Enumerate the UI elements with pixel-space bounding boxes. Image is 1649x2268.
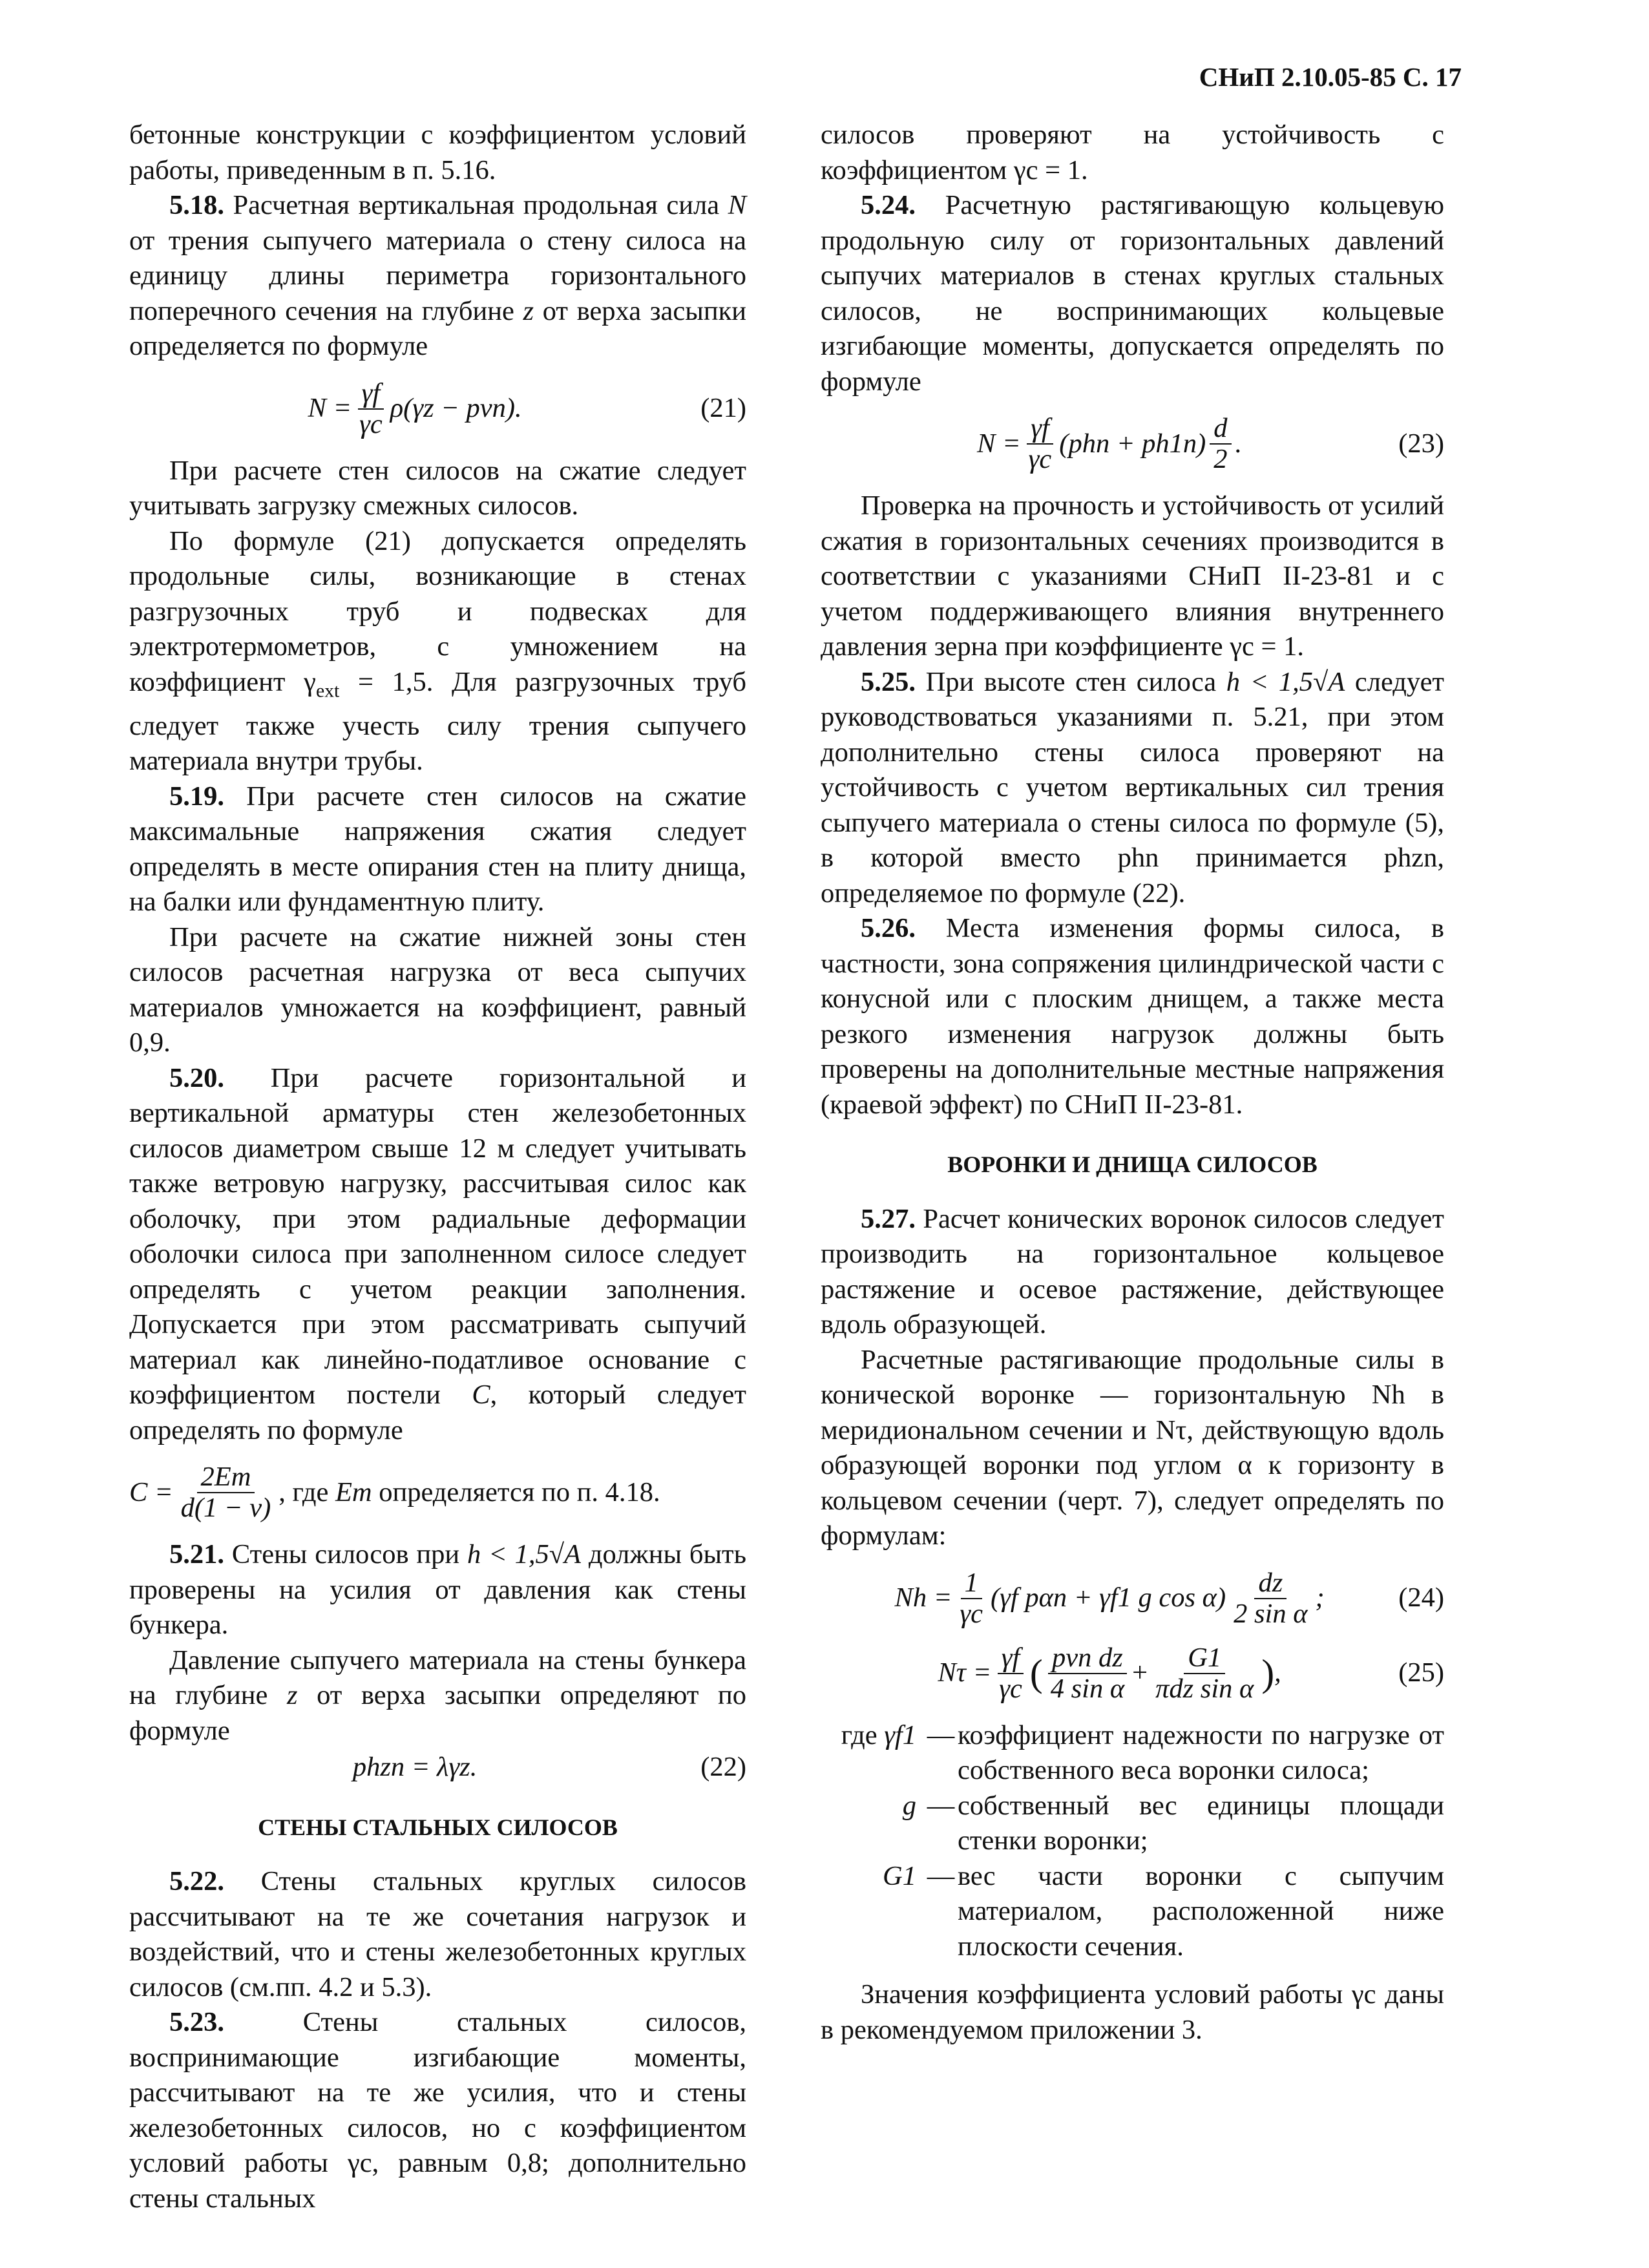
section-number: 5.21. [169,1539,224,1570]
paragraph: силосов проверяют на устойчивость с коэффициентом γc = 1. [821,120,1444,185]
section-number: 5.26. [861,913,916,943]
formula-c: C = $\frac{2Em}{d(1 - \nu)}$ , где Em определяется по п. 4.18. [129,1462,660,1523]
formula-23: N = $\frac{\gamma f}{\gamma c}$ (phn + ph1n) $\frac{d}{2}$ . (23) [977,413,1444,474]
section-5-19: 5.19. При расчете стен силосов на сжатие максимальные напряжения сжатия следует определять в месте опирания стен на плиту днища, на балки или фундаментную плиту. [129,781,746,917]
formula-24: Nh = $\frac{1}{\gamma c}$ (γf pαn + γf1 g cos α) $\frac{dz}{\text{2 sin α}}$ ; (24) [894,1567,1444,1629]
fraction: $\frac{\gamma f}{\gamma c}$ [1025,414,1056,474]
formula-number: (25) [1398,1657,1444,1688]
paragraph: Проверка на прочность и устойчивость от усилий сжатия в горизонтальных сечениях производится в соответствии с указаниями СНиП II-23-81 и с учетом поддерживающего влияния внутреннего давления зерна при коэффициенте γc = 1. [821,490,1444,662]
section-number: 5.19. [169,781,224,812]
fraction: $\frac{1}{\gamma c}$ [960,1567,983,1629]
section-5-21: 5.21. Стены силосов при h < 1,5√A должны быть проверены на усилия от давления как стены бункера. [129,1539,746,1640]
formula-number: (24) [1398,1582,1444,1613]
section-number: 5.27. [861,1203,916,1234]
fraction: $\frac{2Em}{d(1 - \nu)}$ [180,1462,271,1523]
fraction: $\frac{\gamma f}{\gamma c}$ [355,379,386,439]
legend-description: коэффициент надежности по нагрузке от собственного веса воронки силоса; [958,1719,1444,1785]
section-number: 5.18. [169,190,224,220]
legend-symbol: G1 [883,1860,916,1891]
paragraph: бетонные конструкции с коэффициентом условий работы, приведенным в п. 5.16. [129,120,746,185]
right-column [821,118,1444,2048]
section-5-24: 5.24. Расчетную растягивающую кольцевую продольную силу от горизонтальных давлений сыпучих материалов в стенах круглых стальных силосов, не воспринимающих кольцевые изгибающие моменты, допускается определять по формуле [821,190,1444,397]
section-heading: ВОРОНКИ И ДНИЩА СИЛОСОВ [947,1151,1318,1177]
formula-21: N = $\frac{\gamma f}{\gamma c}$ ρ(γz − pvn). (21) [308,377,746,439]
section-5-20: 5.20. При расчете горизонтальной и вертикальной арматуры стен железобетонных силосов диаметром свыше 12 м следует учитывать также ветровую нагрузку, рассчитывая силос как оболочку, при этом радиальные деформации оболочки силоса при заполненном силосе следует определять с учетом реакции заполнения. Допускается при этом рассматривать сыпучий материал как линейно-податливое основание с коэффициентом постели C, который следует определять по формуле [129,1062,746,1445]
formula-number: (21) [700,393,746,424]
section-number: 5.24. [861,190,916,220]
legend-symbol: g [902,1790,916,1821]
section-number: 5.25. [861,666,916,697]
paragraph: Значения коэффициента условий работы γc даны в рекомендуемом приложении 3. [821,1979,1444,2045]
section-5-23: 5.23. Стены стальных силосов, воспринимающие изгибающие моменты, рассчитывают на те же усилия, что и стены железобетонных силосов, но с коэффициентом условий работы γc, равным 0,8; дополнительно стены стальных [129,2007,746,2214]
section-5-26: 5.26. Места изменения формы силоса, в частности, зона сопряжения цилиндрической части с конусной или с плоским днищем, а также места резкого изменения нагрузок должны быть проверены на дополнительные местные напряжения (краевой эффект) по СНиП II-23-81. [821,913,1444,1120]
formula-number: (23) [1398,428,1444,459]
section-5-27: 5.27. Расчет конических воронок силосов следует производить на горизонтальное кольцевое растяжение и осевое растяжение, действующее вдоль образующей. [821,1203,1444,1339]
fraction: $\frac{G1}{\text{πdz sin α}}$ [1155,1642,1254,1704]
section-5-18: 5.18. Расчетная вертикальная продольная сила N от трения сыпучего материала о стену силоса на единицу длины периметра горизонтального поперечного сечения на глубине z от верха засыпки определяется по формуле [129,190,746,361]
legend-symbol: где γf1 [841,1719,916,1750]
formula-22: phzn = λγz. (22) [129,1750,746,1785]
section-number: 5.20. [169,1062,224,1093]
section-number: 5.22. [169,1866,224,1896]
formula-number: (22) [700,1752,746,1782]
fraction: $\frac{\gamma f}{\gamma c}$ [995,1643,1026,1704]
section-heading: СТЕНЫ СТАЛЬНЫХ СИЛОСОВ [258,1814,618,1840]
left-column [129,118,746,2216]
paragraph: Расчетные растягивающие продольные силы в конической воронке — горизонтальную Nh в меридиональном сечении и Nτ, действующую вдоль образующей воронки под углом α к горизонту в кольцевом сечении (черт. 7), следует определять по формулам: [821,1344,1444,1551]
paragraph: При расчете стен силосов на сжатие следует учитывать загрузку смежных силосов. [129,455,746,521]
legend-description: вес части воронки с сыпучим материалом, расположенной ниже плоскости сечения. [958,1860,1444,1962]
page-header: СНиП 2.10.05-85 С. 17 [1199,62,1462,92]
section-number: 5.23. [169,2007,224,2037]
fraction: $\frac{d}{2}$ [1210,414,1231,474]
section-5-25: 5.25. При высоте стен силоса h < 1,5√A следует руководствоваться указаниями п. 5.21, при этом дополнительно стены силоса проверяют на устойчивость с учетом вертикальных сил трения сыпучего материала о стены силоса по формуле (5), в которой вместо phn принимается phzn, определяемое по формуле (22). [821,666,1445,908]
section-5-22: 5.22. Стены стальных круглых силосов рассчитывают на те же сочетания нагрузок и воздействий, что и стены железобетонных круглых силосов (см.пп. 4.2 и 5.3). [129,1866,746,2002]
legend-description: собственный вес единицы площади стенки воронки; [958,1790,1444,1856]
fraction: $\frac{dz}{\text{2 sin α}}$ [1234,1567,1308,1629]
fraction: $\frac{\text{pvn dz}}{\text{4 sin α}}$ [1047,1643,1128,1704]
paragraph: При расчете на сжатие нижней зоны стен силосов расчетная нагрузка от веса сыпучих материалов умножается на коэффициент, равный 0,9. [129,921,746,1058]
paragraph: По формуле (21) допускается определять продольные силы, возникающие в стенах разгрузочных труб и подвесках для электротермометров, с умножением на коэффициент $\gamma_{ext} = 1,5$. Для разгрузочных труб следует также учесть силу трения сыпучего материала внутри трубы. [129,525,746,776]
formula-25: Nτ = $\frac{\gamma f}{\gamma c}$ ( $\frac{\text{pvn dz}}{\text{4 sin α}}$ + $\frac{G1}{\text{πdz sin α}}$ ) , (25) [938,1642,1444,1704]
symbol-legend: где γf1 — коэффициент надежности по нагрузке от собственного веса воронки силоса; g — собственный вес единицы площади стенки воронки; G1 — вес части воронки с сыпучим материалом, расположенной ниже плоскости сечения. [821,1718,1444,1965]
paragraph: Давление сыпучего материала на стены бункера на глубине z от верха засыпки определяют по формуле [129,1644,746,1746]
